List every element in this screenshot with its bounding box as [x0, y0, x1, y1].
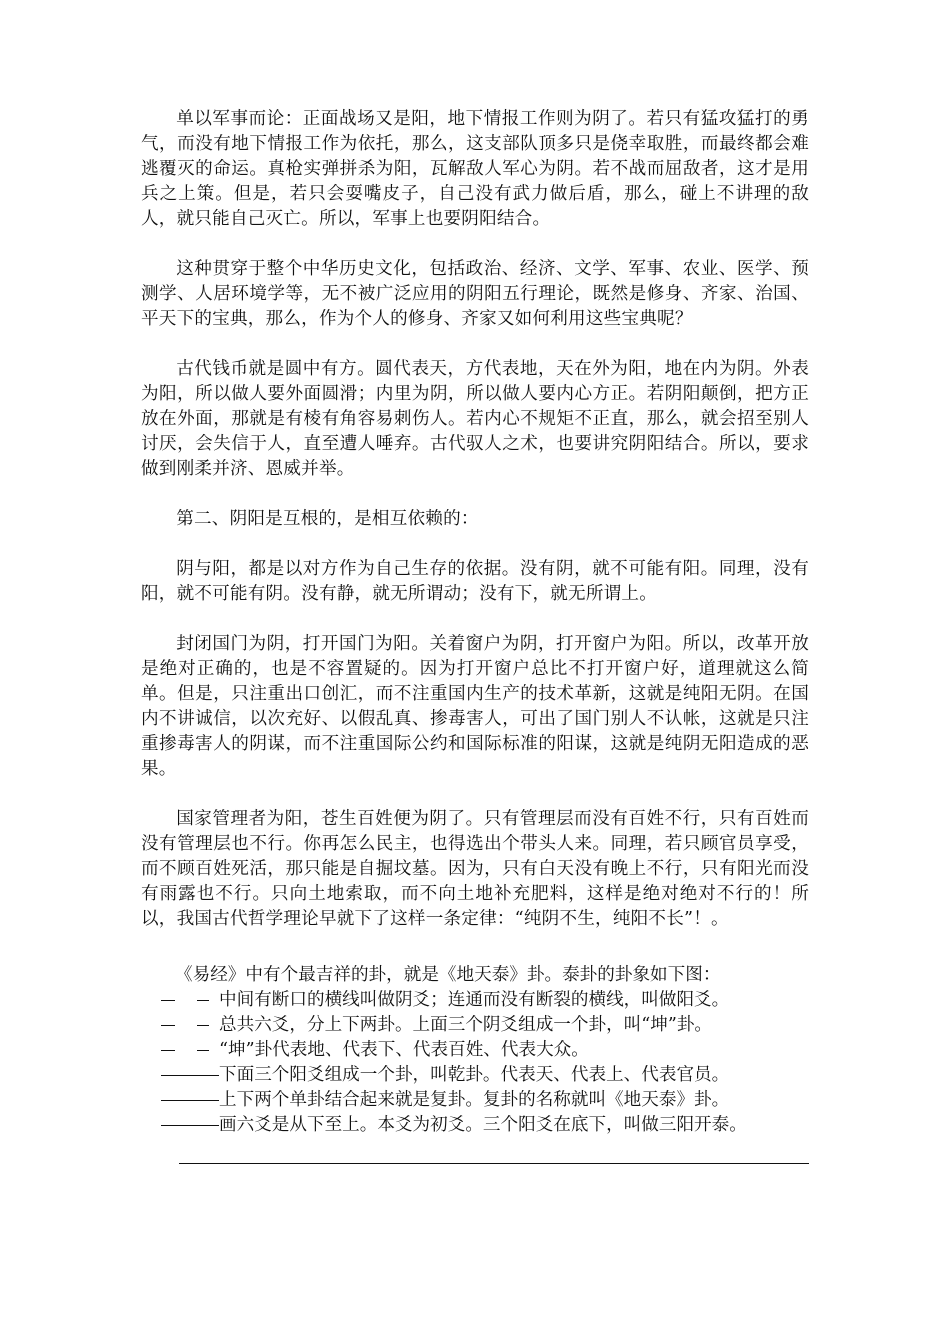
paragraph-open-door: 封闭国门为阴，打开国门为阳。关着窗户为阴，打开窗户为阳。所以，改革开放是绝对正确的，也是不容置疑的。因为打开窗户总比不打开窗户好，道理就这么简单。但是，只注重出口创汇，而不注重国内生产的技术革新，这就是纯阳无阴。在国内不讲诚信，以次充好、以假乱真、掺毒害人，可出了国门别人不认帐，这就是只注重掺毒害人的阴谋，而不注重国际公约和国际标准的阳谋，这就是纯阴无阳造成的恶果。 [141, 634, 809, 779]
hexagram-tai [161, 963, 811, 1138]
paragraph-mutual-dependence: 阴与阳，都是以对方作为自己生存的依据。没有阴，就不可能有阳。同理，没有阳，就不可能有阴。没有静，就无所谓动；没有下，就无所谓上。 [141, 559, 809, 604]
section-heading-interdependence: 第二、阴阳是互根的，是相互依赖的： [176, 509, 479, 529]
hexagram-line-yang [161, 1113, 811, 1138]
hexagram-line-text: 下面三个阳爻组成一个卦，叫乾卦。代表天、代表上、代表官员。 [219, 1065, 730, 1085]
yang-line-icon [161, 1063, 219, 1088]
paragraph-gap [141, 932, 809, 957]
hexagram-line-text: 上下两个单卦结合起来就是复卦。复卦的名称就叫《地天泰》卦。 [219, 1090, 730, 1110]
yin-line-icon [161, 988, 219, 1013]
paragraph-ancient-coin: 古代钱币就是圆中有方。圆代表天，方代表地，天在外为阳，地在内为阴。外表为阳，所以做人要外面圆滑；内里为阴，所以做人要内心方正。若阴阳颠倒，把方正放在外面，那就是有棱有角容易刺伤人。若内心不规矩不正直，那么，就会招至别人讨厌，会失信于人，直至遭人唾弃。古代驭人之术，也要讲究阴阳结合。所以，要求做到刚柔并济、恩威并举。 [141, 359, 809, 479]
yang-line-icon [161, 1088, 219, 1113]
paragraph-gap [141, 782, 809, 807]
paragraph-gap [141, 332, 809, 357]
yin-line-icon [161, 1038, 219, 1063]
paragraph-military: 单以军事而论：正面战场又是阳，地下情报工作则为阴了。若只有猛攻猛打的勇气，而没有地下情报工作为依托，那么，这支部队顶多只是侥幸取胜，而最终都会难逃覆灭的命运。真枪实弹拼杀为阳，瓦解敌人军心为阴。若不战而屈敌者，这才是用兵之上策。但是，若只会耍嘴皮子，自己没有武力做后盾，那么，碰上不讲理的敌人，就只能自己灭亡。所以，军事上也要阴阳结合。 [141, 109, 809, 229]
hexagram-line-text: 画六爻是从下至上。本爻为初爻。三个阳爻在底下，叫做三阳开泰。 [219, 1115, 747, 1135]
hexagram-line-yin [161, 1013, 811, 1038]
paragraph-gap [141, 232, 809, 257]
document-body [141, 107, 809, 1138]
paragraph-governance: 国家管理者为阳，苍生百姓便为阴了。只有管理层而没有百姓不行，只有百姓而没有管理层也不行。你再怎么民主，也得选出个带头人来。同理，若只顾官员享受，而不顾百姓死活，那只能是自掘坟墓。因为，只有白天没有晚上不行，只有阳光而没有雨露也不行。只向土地索取，而不向土地补充肥料，这样是绝对绝对不行的！所以，我国古代哲学理论早就下了这样一条定律：“纯阴不生，纯阳不长”！。 [141, 809, 809, 929]
hexagram-line-yin [161, 988, 811, 1013]
paragraph-gap [141, 532, 809, 557]
bottom-divider [179, 1163, 809, 1164]
hexagram-line-text: “坤”卦代表地、代表下、代表百姓、代表大众。 [219, 1040, 589, 1060]
hexagram-intro: 《易经》中有个最吉祥的卦，就是《地天泰》卦。泰卦的卦象如下图： [175, 965, 721, 985]
yang-line-icon [161, 1113, 219, 1138]
paragraph-gap [141, 482, 809, 507]
hexagram-line-yang [161, 1088, 811, 1113]
hexagram-line-yang [161, 1063, 811, 1088]
paragraph-gap [141, 607, 809, 632]
hexagram-line-yin [161, 1038, 811, 1063]
yin-line-icon [161, 1013, 219, 1038]
hexagram-line-text: 中间有断口的横线叫做阴爻；连通而没有断裂的横线，叫做阳爻。 [219, 990, 730, 1010]
hexagram-line-text: 总共六爻，分上下两卦。上面三个阴爻组成一个卦，叫“坤”卦。 [219, 1015, 713, 1035]
paragraph-yinyang-theory: 这种贯穿于整个中华历史文化，包括政治、经济、文学、军事、农业、医学、预测学、人居环境学等，无不被广泛应用的阴阳五行理论，既然是修身、齐家、治国、平天下的宝典，那么，作为个人的修身、齐家又如何利用这些宝典呢？ [141, 259, 809, 329]
